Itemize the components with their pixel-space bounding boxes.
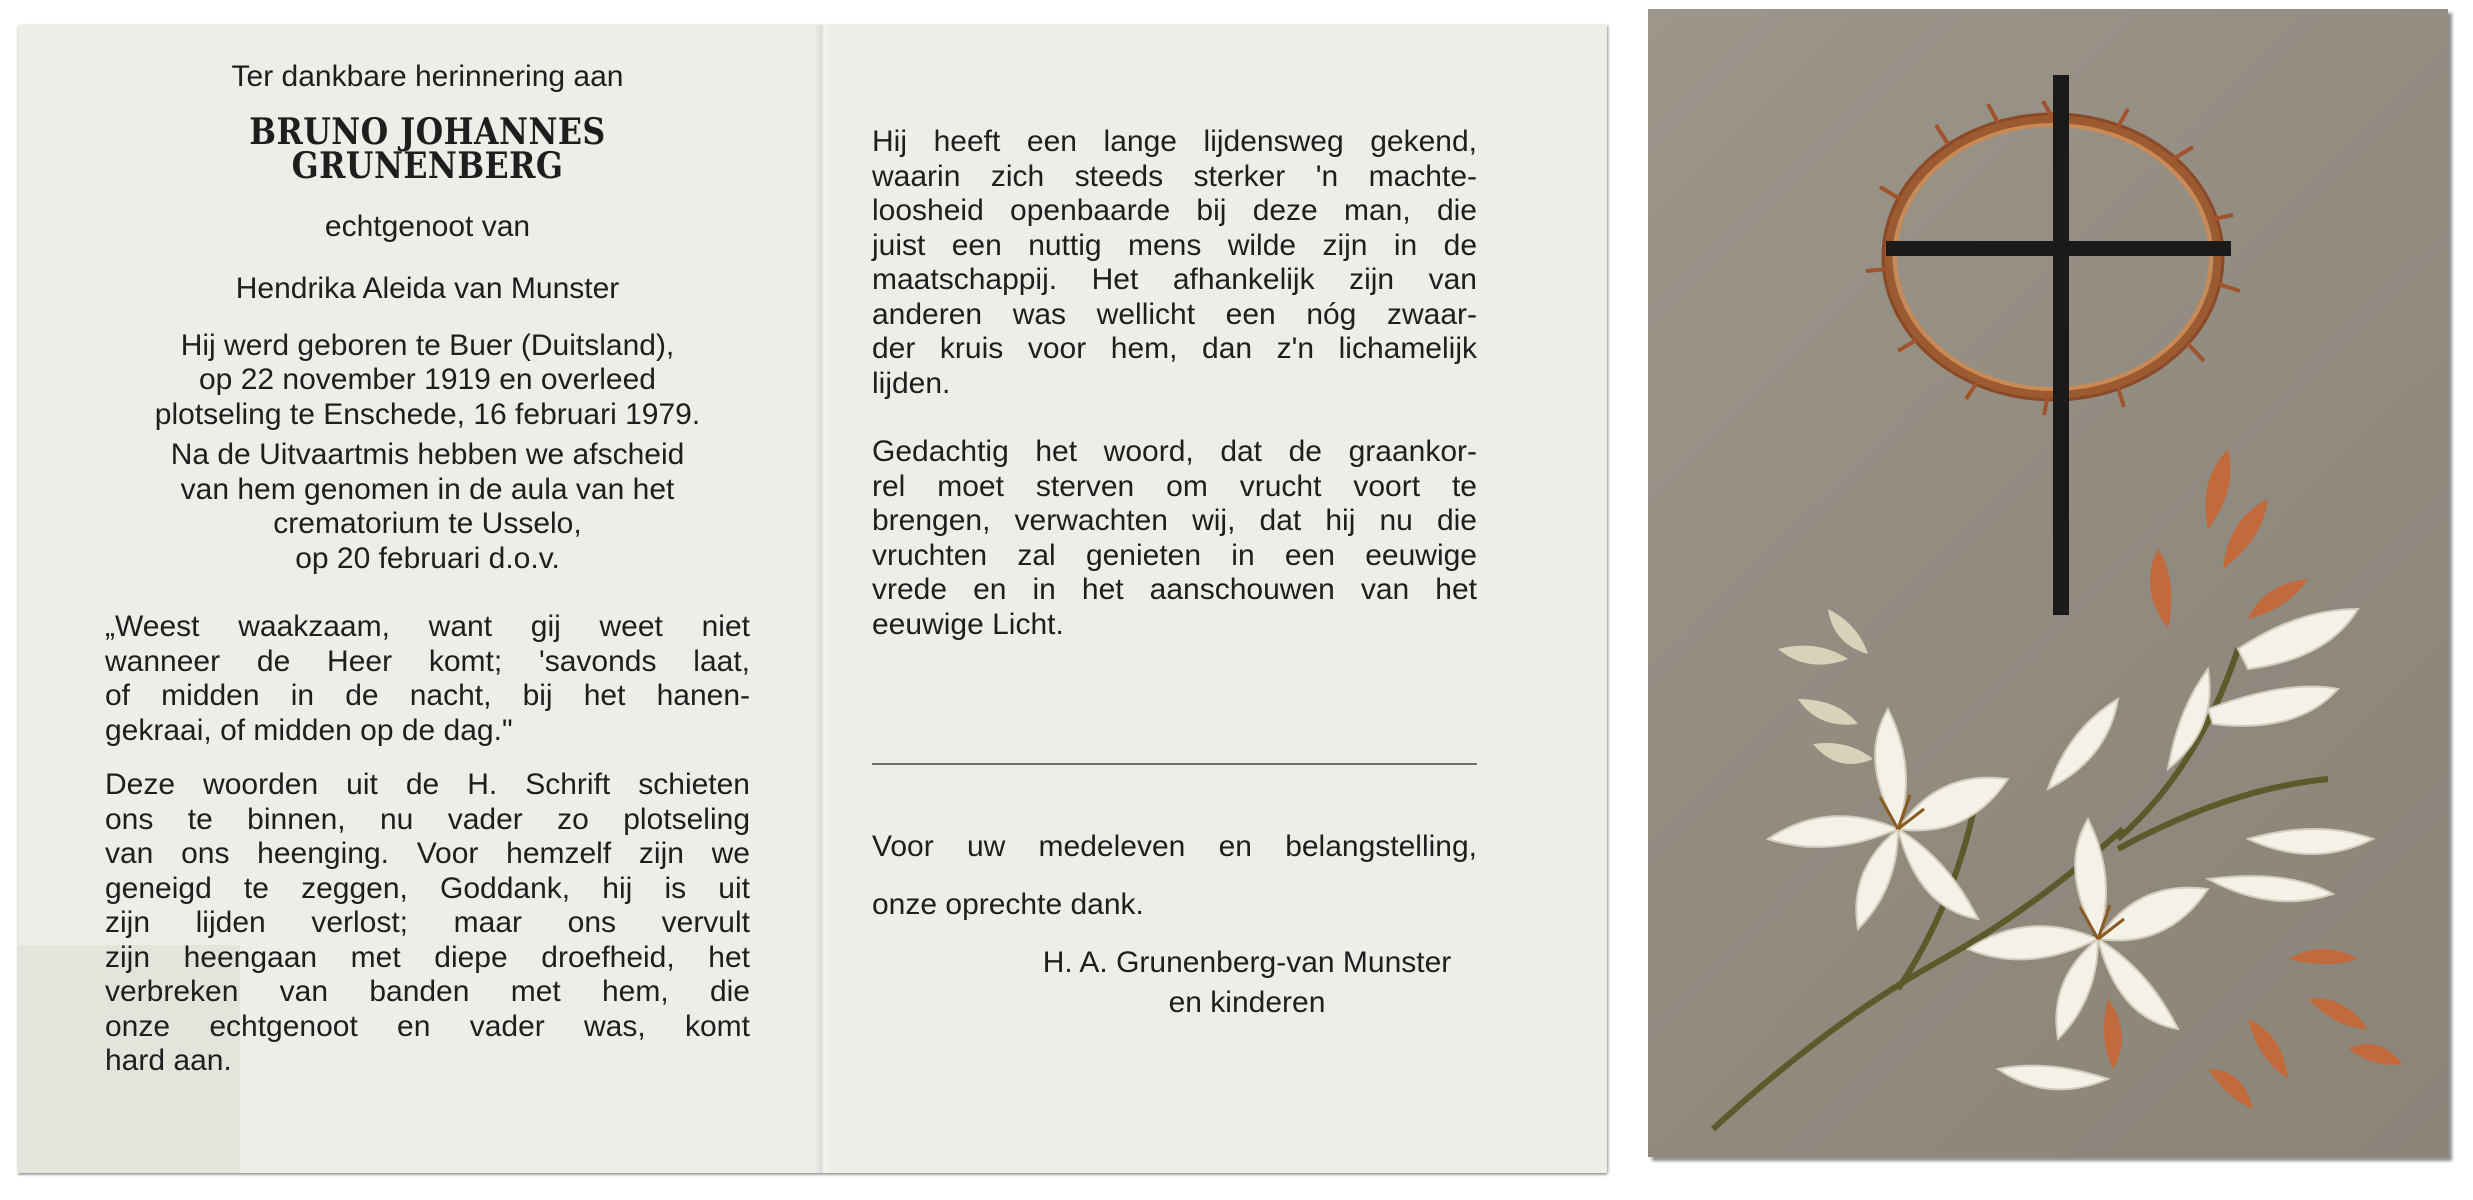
text-line: hard aan. — [105, 1044, 232, 1077]
thanks-line: onze oprechte dank. — [872, 888, 1144, 921]
text-line: lijden. — [872, 366, 951, 400]
text-line: der kruis voor hem, dan z'n lichamelijk — [872, 332, 1477, 365]
text-line: maatschappij. Het afhankelijk zijn van — [872, 263, 1477, 296]
text-line: van hem genomen in de aula van het — [180, 472, 675, 506]
suffering-paragraph — [872, 125, 1477, 401]
text-line: loosheid openbaarde bij deze man, die — [872, 194, 1477, 227]
text-line: Deze woorden uit de H. Schrift schieten — [105, 768, 750, 801]
thanks-line: Voor uw medeleven en belangstelling, — [872, 830, 1477, 863]
bible-quote — [105, 610, 750, 748]
middle-page — [872, 125, 1477, 642]
text-line: verbreken van banden met hem, die — [105, 975, 750, 1008]
text-line: van ons heenging. Voor hemzelf zijn we — [105, 837, 750, 870]
text-line: Hij heeft een lange lijdensweg gekend, — [872, 125, 1477, 158]
text-line: ons te binnen, nu vader zo plotseling — [105, 802, 750, 836]
devotional-picture — [1648, 9, 2448, 1157]
grain-paragraph — [872, 435, 1477, 642]
text-line: vruchten zal genieten in een eeuwige — [872, 538, 1477, 572]
text-line: zijn lijden verlost; maar ons vervult — [105, 906, 750, 939]
cross-lilies-illustration — [1648, 9, 2448, 1157]
birth-death-block — [105, 329, 750, 433]
intro-text: Ter dankbare herinnering aan — [231, 60, 624, 93]
pale-leaves-icon — [1778, 609, 1873, 764]
divider-line — [872, 763, 1477, 765]
text-line: crematorium te Usselo, — [273, 507, 582, 540]
text-line: Na de Uitvaartmis hebben we afscheid — [170, 438, 685, 471]
text-line: op 22 november 1919 en overleed — [198, 363, 656, 396]
left-page — [105, 60, 750, 1079]
reflection-paragraph — [105, 768, 750, 1079]
text-line: wanneer de Heer komt; 'savonds laat, — [105, 644, 750, 678]
text-line: rel moet sterven om vrucht voort te — [872, 469, 1477, 503]
text-line: anderen was wellicht een nóg zwaar- — [872, 297, 1477, 331]
text-line: geneigd te zeggen, Goddank, hij is uit — [105, 871, 750, 905]
lily-flowers-icon — [1768, 609, 2373, 1089]
card-fold — [814, 25, 832, 1173]
text-line: waarin zich steeds sterker 'n machte- — [872, 159, 1477, 193]
text-line: juist een nuttig mens wilde zijn in de — [872, 228, 1477, 262]
text-line: op 20 februari d.o.v. — [295, 541, 560, 575]
text-line: onze echtgenoot en vader was, komt — [105, 1009, 750, 1043]
text-line: vrede en in het aanschouwen van het — [872, 573, 1477, 606]
text-line: of midden in de nacht, bij het hanen- — [105, 679, 750, 712]
text-line: plotseling te Enschede, 16 februari 1979. — [154, 397, 701, 431]
text-line: „Weest waakzaam, want gij weet niet — [105, 610, 750, 643]
text-line: Hij werd geboren te Buer (Duitsland), — [180, 328, 675, 362]
text-line: Gedachtig het woord, dat de graankor- — [872, 435, 1477, 468]
signature: H. A. Grunenberg-van Munster — [1042, 946, 1452, 979]
spouse-name: Hendrika Aleida van Munster — [235, 272, 620, 305]
text-line: brengen, verwachten wij, dat hij nu die — [872, 504, 1477, 537]
text-line: zijn heengaan met diepe droefheid, het — [105, 940, 750, 974]
text-line: eeuwige Licht. — [872, 607, 1064, 641]
relation-text: echtgenoot van — [324, 209, 531, 243]
deceased-name: BRUNO JOHANNES GRUNENBERG — [249, 110, 606, 187]
funeral-block — [105, 438, 750, 576]
thanks-block — [872, 830, 1477, 1020]
text-line: gekraai, of midden op de dag." — [105, 713, 513, 747]
signature-sub: en kinderen — [1168, 986, 1326, 1019]
